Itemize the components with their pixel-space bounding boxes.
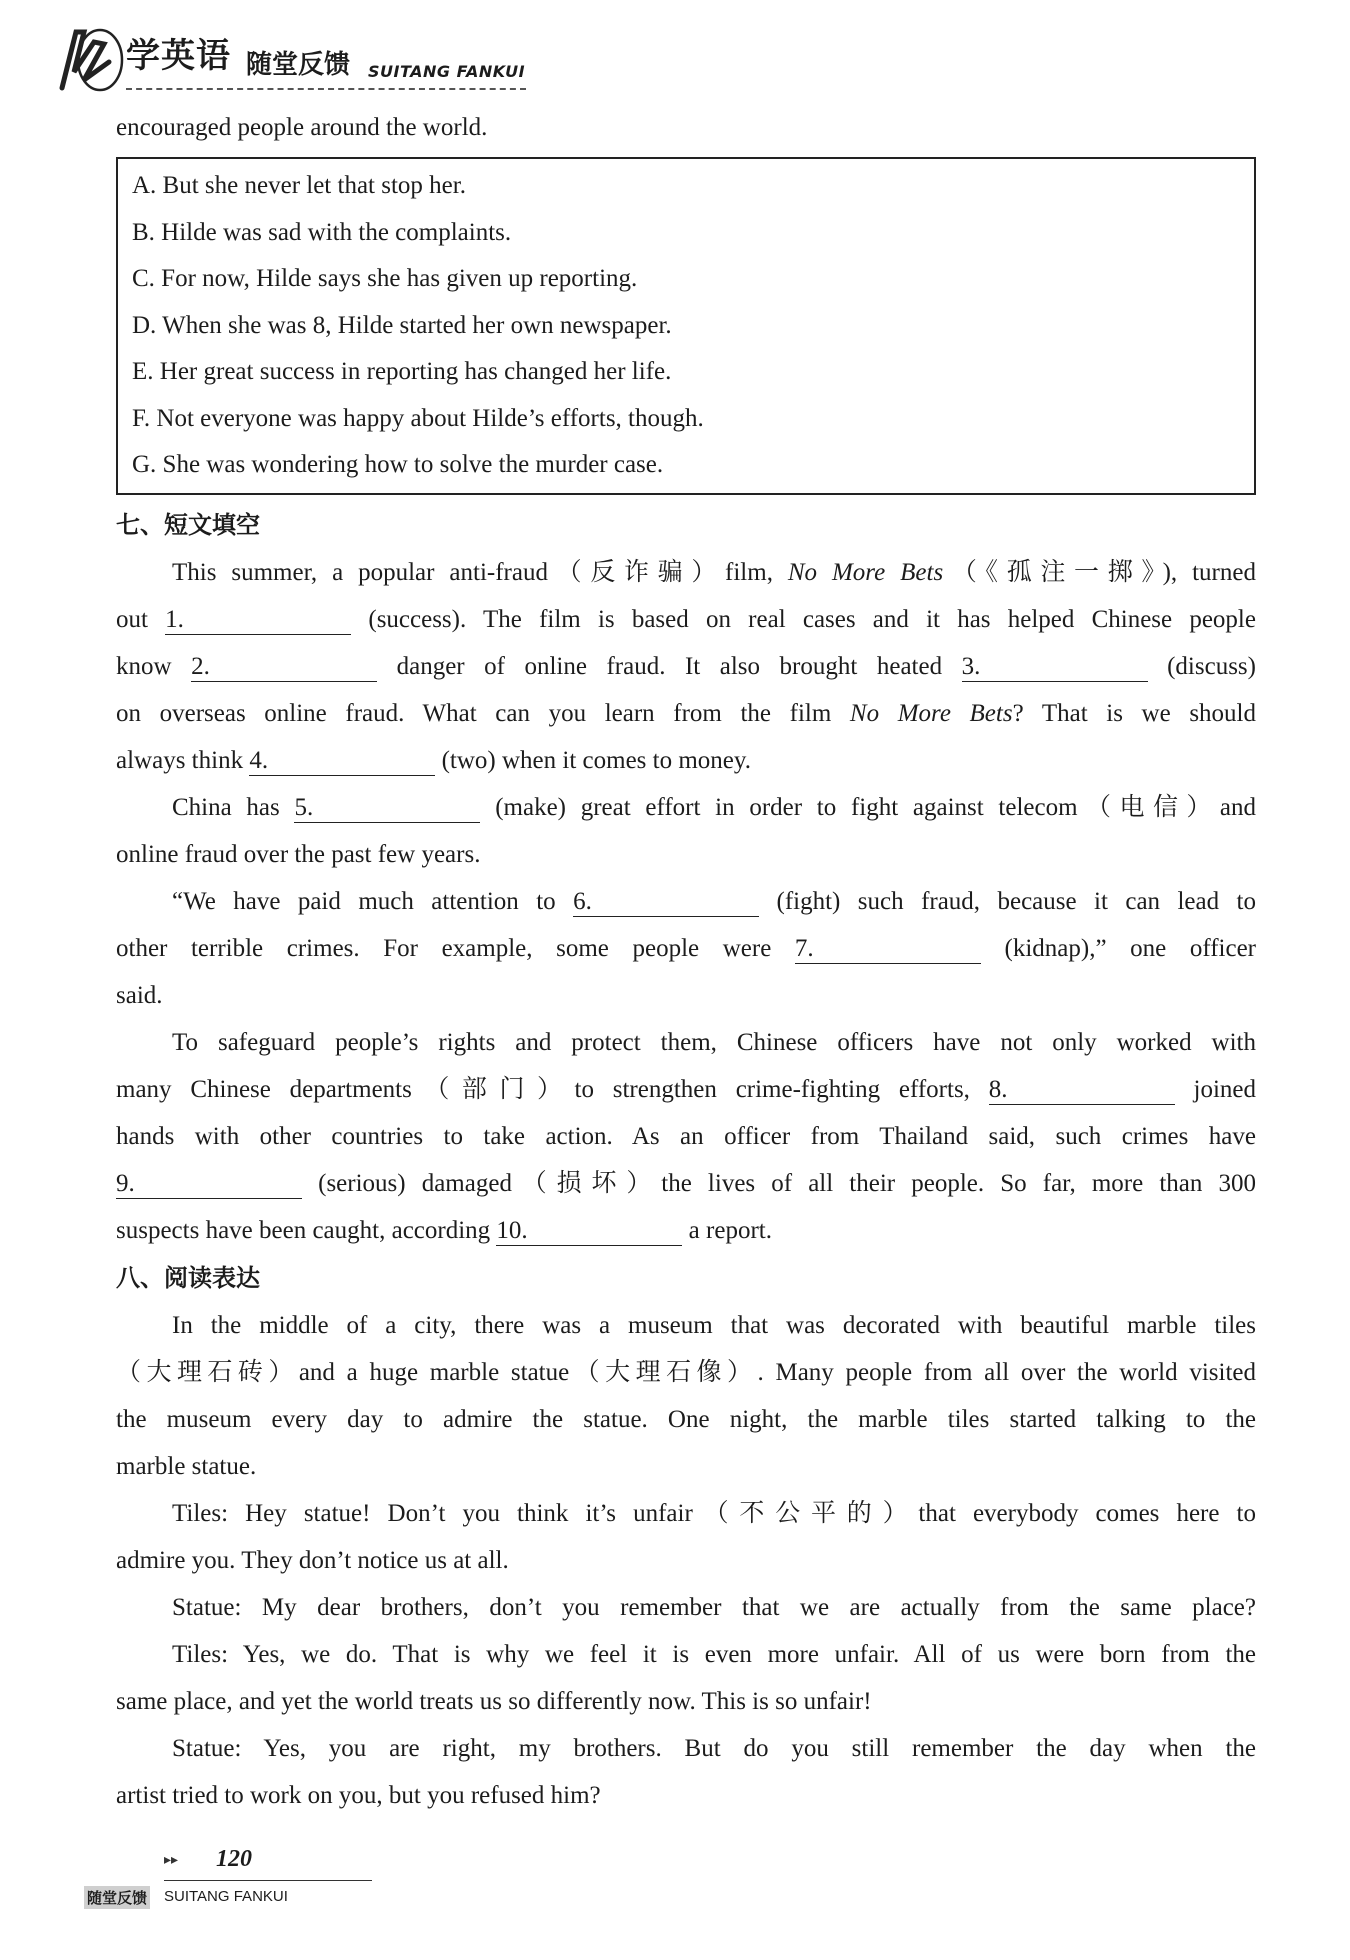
- reading-line: admire you. They don’t notice us at all.: [116, 1546, 509, 1574]
- brand-subtitle: 随堂反馈: [246, 50, 351, 80]
- arrow-icon: ▸▸: [164, 1853, 179, 1868]
- answer-blank-10[interactable]: 10.: [496, 1217, 682, 1246]
- passage-line: know 2. danger of online fraud. It also brought heated 3. (discuss): [116, 652, 1256, 680]
- page-header: [50, 18, 570, 98]
- intro-line: encouraged people around the world.: [116, 114, 488, 141]
- answer-blank-7[interactable]: 7.: [795, 935, 981, 964]
- passage-line: 9. (serious) damaged（损坏）the lives of all their people. So far, more than 300: [116, 1169, 1256, 1197]
- answer-blank-3[interactable]: 3.: [962, 653, 1148, 682]
- passage-line: many Chinese departments（部门）to strengthen crime-fighting efforts, 8. joined: [116, 1075, 1256, 1103]
- passage-line: “We have paid much attention to 6. (fight) such fraud, because it can lead to: [172, 887, 1256, 915]
- option-a: A. But she never let that stop her.: [132, 172, 466, 199]
- page-number: 120: [216, 1846, 252, 1872]
- brand-title: 学英语: [126, 36, 231, 76]
- answer-blank-1[interactable]: 1.: [165, 606, 351, 635]
- reading-line: In the middle of a city, there was a museum that was decorated with beautiful marble tiles: [172, 1311, 1256, 1339]
- section-8-title: 八、阅读表达: [116, 1263, 260, 1292]
- footer-divider: [164, 1880, 372, 1881]
- options-box: [116, 157, 1256, 495]
- option-c: C. For now, Hilde says she has given up reporting.: [132, 265, 638, 292]
- passage-line: This summer, a popular anti-fraud（反诈骗）film, No More Bets（《孤注一掷》), turned: [172, 558, 1256, 586]
- reading-line: Tiles: Hey statue! Don’t you think it’s unfair（不公平的）that everybody comes here to: [172, 1499, 1256, 1527]
- option-g: G. She was wondering how to solve the murder case.: [132, 451, 664, 478]
- answer-blank-4[interactable]: 4.: [249, 747, 435, 776]
- answer-blank-2[interactable]: 2.: [191, 653, 377, 682]
- reading-line: marble statue.: [116, 1452, 257, 1480]
- footer-brand-cn: 随堂反馈: [84, 1886, 150, 1909]
- passage-line: hands with other countries to take action. As an officer from Thailand said, such crimes have: [116, 1122, 1256, 1150]
- answer-blank-9[interactable]: 9.: [116, 1170, 302, 1199]
- passage-line: online fraud over the past few years.: [116, 840, 481, 868]
- passage-line: To safeguard people’s rights and protect them, Chinese officers have not only worked with: [172, 1028, 1256, 1056]
- brand-english: SUITANG FANKUI: [368, 62, 526, 81]
- passage-line: suspects have been caught, according 10. a report.: [116, 1216, 772, 1244]
- option-b: B. Hilde was sad with the complaints.: [132, 218, 512, 246]
- reading-line: the museum every day to admire the statue. One night, the marble tiles started talking to the: [116, 1405, 1256, 1433]
- reading-line: Tiles: Yes, we do. That is why we feel it is even more unfair. All of us were born from the: [172, 1640, 1256, 1668]
- reading-line: same place, and yet the world treats us so differently now. This is so unfair!: [116, 1687, 872, 1715]
- passage-line: said.: [116, 981, 163, 1009]
- reading-line: Statue: Yes, you are right, my brothers. But do you still remember the day when the: [172, 1734, 1256, 1762]
- header-divider: [126, 88, 526, 90]
- footer-brand-en: SUITANG FANKUI: [164, 1888, 288, 1905]
- passage-line: China has 5. (make) great effort in order to fight against telecom（电信）and: [172, 793, 1256, 821]
- passage-line: always think 4. (two) when it comes to money.: [116, 746, 752, 774]
- reading-line: artist tried to work on you, but you refused him?: [116, 1781, 601, 1809]
- option-f: F. Not everyone was happy about Hilde’s efforts, though.: [132, 404, 704, 432]
- option-d: D. When she was 8, Hilde started her own newspaper.: [132, 311, 672, 339]
- passage-line: on overseas online fraud. What can you learn from the film No More Bets? That is we should: [116, 699, 1256, 727]
- reading-line: Statue: My dear brothers, don’t you remember that we are actually from the same place?: [172, 1593, 1256, 1621]
- passage-line: other terrible crimes. For example, some people were 7. (kidnap),” one officer: [116, 934, 1257, 962]
- answer-blank-6[interactable]: 6.: [573, 888, 759, 917]
- answer-blank-5[interactable]: 5.: [294, 794, 480, 823]
- page-footer: [84, 1846, 304, 1916]
- passage-line: out 1. (success). The film is based on real cases and it has helped Chinese people: [116, 605, 1256, 633]
- page-content: [116, 104, 1256, 1819]
- answer-blank-8[interactable]: 8.: [989, 1076, 1175, 1105]
- brand-logo-icon: [54, 22, 124, 94]
- section-7-title: 七、短文填空: [116, 510, 260, 539]
- reading-line: （大理石砖）and a huge marble statue（大理石像）. Many people from all over the world visited: [116, 1358, 1256, 1386]
- option-e: E. Her great success in reporting has changed her life.: [132, 358, 672, 385]
